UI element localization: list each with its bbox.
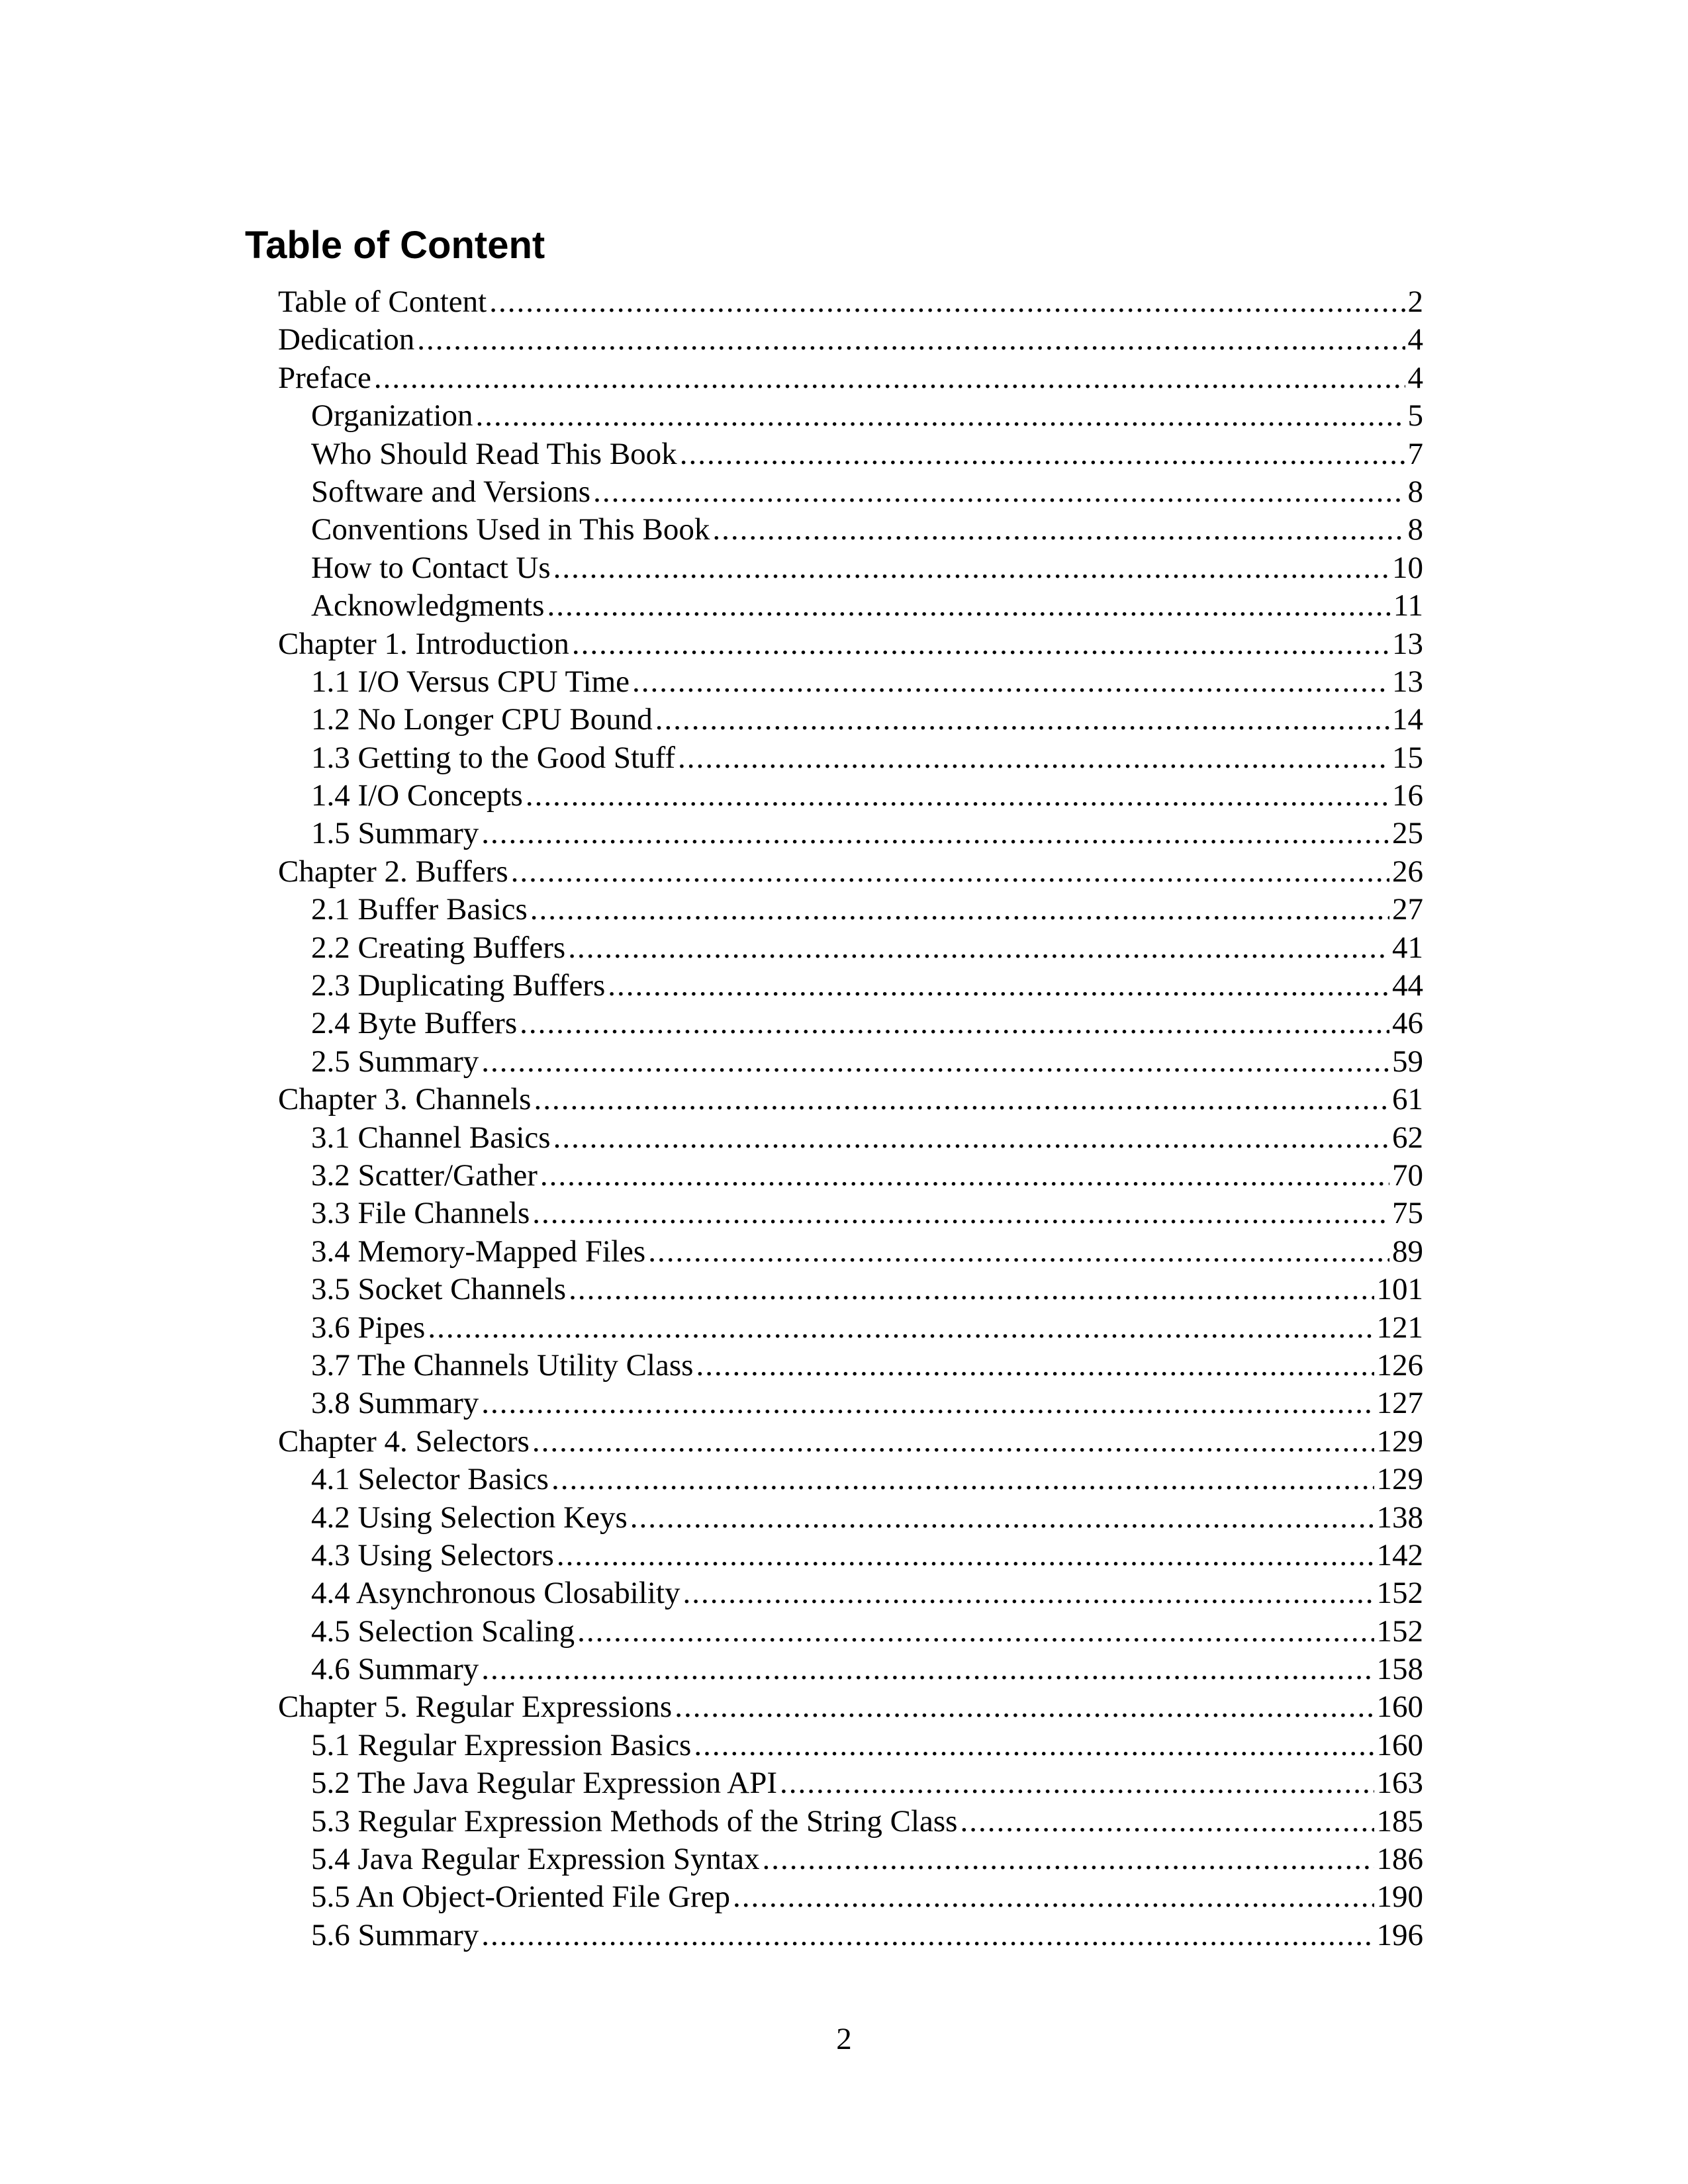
toc-entry-page: 15 xyxy=(1392,740,1423,775)
toc-entry-title: How to Contact Us xyxy=(311,550,551,585)
toc-entry[interactable] xyxy=(278,359,1423,397)
toc-subentry[interactable] xyxy=(278,511,1423,549)
toc-subentry[interactable] xyxy=(278,1005,1423,1042)
toc-entry-page: 41 xyxy=(1392,930,1423,965)
dot-leader xyxy=(960,1803,1374,1841)
toc-entry-title: Conventions Used in This Book xyxy=(311,512,710,547)
toc-entry-page: 126 xyxy=(1376,1347,1423,1383)
toc-subentry[interactable] xyxy=(278,967,1423,1005)
toc-entry-title: Chapter 1. Introduction xyxy=(278,626,569,661)
toc-entry-page: 14 xyxy=(1392,702,1423,737)
dot-leader xyxy=(547,587,1390,625)
toc-entry-page: 8 xyxy=(1407,512,1423,547)
toc-entry-title: 1.2 No Longer CPU Bound xyxy=(311,702,653,737)
toc-entry[interactable] xyxy=(278,1423,1423,1461)
toc-entry-title: 4.3 Using Selectors xyxy=(311,1537,554,1572)
toc-entry-page: 13 xyxy=(1392,664,1423,699)
dot-leader xyxy=(608,967,1389,1005)
toc-subentry[interactable] xyxy=(278,1195,1423,1232)
toc-entry-title: 2.2 Creating Buffers xyxy=(311,930,566,965)
toc-entry-title: Dedication xyxy=(278,322,415,357)
toc-entry-title: 4.6 Summary xyxy=(311,1652,479,1687)
toc-entry-title: 3.3 File Channels xyxy=(311,1196,530,1231)
dot-leader xyxy=(511,853,1389,891)
toc-entry-title: Acknowledgments xyxy=(311,588,545,623)
toc-subentry[interactable] xyxy=(278,1803,1423,1841)
toc-subentry[interactable] xyxy=(278,1271,1423,1308)
dot-leader xyxy=(553,549,1389,587)
toc-entry-page: 16 xyxy=(1392,778,1423,813)
toc-entry-title: 4.4 Asynchronous Closability xyxy=(311,1576,680,1611)
toc-entry-title: 3.6 Pipes xyxy=(311,1310,426,1345)
toc-subentry[interactable] xyxy=(278,1461,1423,1498)
toc-subentry[interactable] xyxy=(278,397,1423,435)
toc-subentry[interactable] xyxy=(278,1764,1423,1802)
dot-leader xyxy=(551,1461,1374,1498)
toc-subentry[interactable] xyxy=(278,1878,1423,1916)
toc-entry-page: 121 xyxy=(1376,1310,1423,1345)
toc-subentry[interactable] xyxy=(278,1841,1423,1878)
toc-subentry[interactable] xyxy=(278,1347,1423,1385)
dot-leader xyxy=(532,1195,1389,1232)
toc-entry[interactable] xyxy=(278,321,1423,359)
toc-subentry[interactable] xyxy=(278,435,1423,473)
dot-leader xyxy=(374,359,1405,397)
toc-entry-page: 8 xyxy=(1407,474,1423,509)
dot-leader xyxy=(780,1764,1374,1802)
toc-entry[interactable] xyxy=(278,853,1423,891)
toc-subentry[interactable] xyxy=(278,1651,1423,1688)
toc-entry-page: 185 xyxy=(1376,1803,1423,1839)
toc-entry-page: 152 xyxy=(1376,1576,1423,1611)
toc-entry-title: 1.5 Summary xyxy=(311,816,479,851)
toc-entry-page: 129 xyxy=(1376,1462,1423,1497)
dot-leader xyxy=(526,777,1389,815)
dot-leader xyxy=(489,283,1405,321)
toc-entry-title: 3.7 The Channels Utility Class xyxy=(311,1347,694,1383)
toc-entry-title: Chapter 2. Buffers xyxy=(278,854,508,889)
page-number: 2 xyxy=(836,2022,852,2056)
dot-leader xyxy=(712,511,1405,549)
dot-leader xyxy=(694,1727,1374,1764)
toc-entry-page: 196 xyxy=(1376,1917,1423,1952)
toc-entry[interactable] xyxy=(278,625,1423,663)
toc-subentry[interactable] xyxy=(278,815,1423,852)
toc-subentry[interactable] xyxy=(278,1233,1423,1271)
toc-entry-title: Software and Versions xyxy=(311,474,591,509)
toc-entry-title: 2.5 Summary xyxy=(311,1044,479,1079)
toc-entry-title: 4.1 Selector Basics xyxy=(311,1462,549,1497)
toc-entry-page: 138 xyxy=(1376,1500,1423,1535)
toc-entry[interactable] xyxy=(278,283,1423,321)
toc-entry-page: 27 xyxy=(1392,892,1423,927)
dot-leader xyxy=(696,1347,1374,1385)
toc-entry-page: 75 xyxy=(1392,1196,1423,1231)
toc-entry[interactable] xyxy=(278,1081,1423,1118)
toc-entry-page: 61 xyxy=(1392,1082,1423,1117)
toc-subentry[interactable] xyxy=(278,777,1423,815)
dot-leader xyxy=(678,739,1389,777)
toc-entry-page: 59 xyxy=(1392,1044,1423,1079)
dot-leader xyxy=(655,701,1389,739)
table-of-contents xyxy=(278,283,1423,1954)
toc-entry-page: 190 xyxy=(1376,1880,1423,1915)
toc-entry-page: 13 xyxy=(1392,626,1423,661)
toc-entry-title: 5.1 Regular Expression Basics xyxy=(311,1727,692,1762)
toc-entry-title: Preface xyxy=(278,360,371,395)
toc-entry-page: 158 xyxy=(1376,1652,1423,1687)
toc-entry-page: 26 xyxy=(1392,854,1423,889)
toc-entry-page: 4 xyxy=(1407,360,1423,395)
toc-entry-title: 1.4 I/O Concepts xyxy=(311,778,523,813)
toc-entry-page: 2 xyxy=(1407,285,1423,319)
toc-subentry[interactable] xyxy=(278,701,1423,739)
toc-entry[interactable] xyxy=(278,1688,1423,1726)
toc-entry-title: 1.1 I/O Versus CPU Time xyxy=(311,664,630,699)
toc-entry-page: 127 xyxy=(1376,1386,1423,1421)
dot-leader xyxy=(520,1005,1389,1042)
toc-entry-title: 4.5 Selection Scaling xyxy=(311,1614,575,1649)
toc-subentry[interactable] xyxy=(278,1043,1423,1081)
dot-leader xyxy=(530,891,1389,929)
toc-entry-title: 2.3 Duplicating Buffers xyxy=(311,968,606,1003)
dot-leader xyxy=(572,625,1389,663)
dot-leader xyxy=(682,1574,1374,1612)
dot-leader xyxy=(675,1688,1374,1726)
toc-entry-title: Chapter 4. Selectors xyxy=(278,1424,530,1459)
toc-entry-title: 5.6 Summary xyxy=(311,1917,479,1952)
toc-entry-page: 4 xyxy=(1407,322,1423,357)
toc-entry-title: 1.3 Getting to the Good Stuff xyxy=(311,740,676,775)
toc-subentry[interactable] xyxy=(278,587,1423,625)
dot-leader xyxy=(540,1157,1389,1195)
toc-entry-page: 186 xyxy=(1376,1842,1423,1877)
dot-leader xyxy=(532,1423,1374,1461)
toc-entry-page: 160 xyxy=(1376,1727,1423,1762)
dot-leader xyxy=(534,1081,1389,1118)
dot-leader xyxy=(630,1499,1374,1537)
dot-leader xyxy=(481,1917,1374,1954)
toc-subentry[interactable] xyxy=(278,1537,1423,1574)
toc-entry-page: 129 xyxy=(1376,1424,1423,1459)
toc-entry-page: 11 xyxy=(1393,588,1423,623)
toc-subentry[interactable] xyxy=(278,1613,1423,1651)
toc-entry-title: 3.8 Summary xyxy=(311,1386,479,1421)
dot-leader xyxy=(417,321,1405,359)
toc-subentry[interactable] xyxy=(278,929,1423,967)
toc-entry-page: 142 xyxy=(1376,1537,1423,1572)
toc-entry-title: Table of Content xyxy=(278,285,487,319)
toc-subentry[interactable] xyxy=(278,1157,1423,1195)
toc-subentry[interactable] xyxy=(278,891,1423,929)
toc-subentry[interactable] xyxy=(278,1385,1423,1422)
dot-leader xyxy=(632,663,1389,701)
dot-leader xyxy=(680,435,1405,473)
toc-entry-page: 46 xyxy=(1392,1006,1423,1041)
dot-leader xyxy=(481,1385,1374,1422)
dot-leader xyxy=(553,1119,1389,1157)
toc-entry-title: 2.1 Buffer Basics xyxy=(311,892,528,927)
toc-entry-title: 5.4 Java Regular Expression Syntax xyxy=(311,1842,760,1877)
toc-entry-page: 89 xyxy=(1392,1234,1423,1269)
toc-entry-title: 5.5 An Object-Oriented File Grep xyxy=(311,1880,731,1915)
dot-leader xyxy=(577,1613,1374,1651)
toc-subentry[interactable] xyxy=(278,1119,1423,1157)
toc-entry-title: 3.5 Socket Channels xyxy=(311,1272,567,1307)
toc-entry-page: 10 xyxy=(1392,550,1423,585)
page-heading: Table of Content xyxy=(245,224,545,267)
toc-subentry[interactable] xyxy=(278,1309,1423,1347)
toc-entry-title: 3.2 Scatter/Gather xyxy=(311,1158,538,1193)
toc-subentry[interactable] xyxy=(278,1917,1423,1954)
dot-leader xyxy=(476,397,1405,435)
toc-entry-page: 5 xyxy=(1407,398,1423,433)
toc-entry-title: 5.3 Regular Expression Methods of the String Class xyxy=(311,1803,958,1839)
toc-entry-page: 70 xyxy=(1392,1158,1423,1193)
toc-subentry[interactable] xyxy=(278,549,1423,587)
toc-entry-page: 25 xyxy=(1392,816,1423,851)
dot-leader xyxy=(733,1878,1374,1916)
toc-subentry[interactable] xyxy=(278,739,1423,777)
toc-entry-page: 160 xyxy=(1376,1690,1423,1725)
toc-entry-title: 2.4 Byte Buffers xyxy=(311,1006,518,1041)
toc-subentry[interactable] xyxy=(278,1499,1423,1537)
dot-leader xyxy=(481,815,1389,852)
toc-entry-title: Who Should Read This Book xyxy=(311,436,677,471)
toc-entry-page: 163 xyxy=(1376,1766,1423,1801)
toc-entry-page: 152 xyxy=(1376,1614,1423,1649)
dot-leader xyxy=(557,1537,1374,1574)
dot-leader xyxy=(648,1233,1389,1271)
toc-entry-page: 101 xyxy=(1376,1272,1423,1307)
toc-entry-title: Organization xyxy=(311,398,473,433)
dot-leader xyxy=(762,1841,1374,1878)
dot-leader xyxy=(481,1651,1374,1688)
toc-entry-title: 4.2 Using Selection Keys xyxy=(311,1500,628,1535)
toc-subentry[interactable] xyxy=(278,1727,1423,1764)
dot-leader xyxy=(593,473,1405,511)
toc-entry-title: 3.1 Channel Basics xyxy=(311,1120,551,1155)
toc-subentry[interactable] xyxy=(278,473,1423,511)
toc-entry-page: 44 xyxy=(1392,968,1423,1003)
dot-leader xyxy=(428,1309,1374,1347)
dot-leader xyxy=(481,1043,1389,1081)
toc-entry-page: 62 xyxy=(1392,1120,1423,1155)
toc-entry-title: Chapter 3. Channels xyxy=(278,1082,532,1117)
toc-entry-title: Chapter 5. Regular Expressions xyxy=(278,1690,673,1725)
toc-entry-title: 5.2 The Java Regular Expression API xyxy=(311,1766,778,1801)
toc-subentry[interactable] xyxy=(278,663,1423,701)
dot-leader xyxy=(569,1271,1374,1308)
dot-leader xyxy=(568,929,1389,967)
toc-entry-page: 7 xyxy=(1407,436,1423,471)
toc-subentry[interactable] xyxy=(278,1574,1423,1612)
toc-entry-title: 3.4 Memory-Mapped Files xyxy=(311,1234,646,1269)
